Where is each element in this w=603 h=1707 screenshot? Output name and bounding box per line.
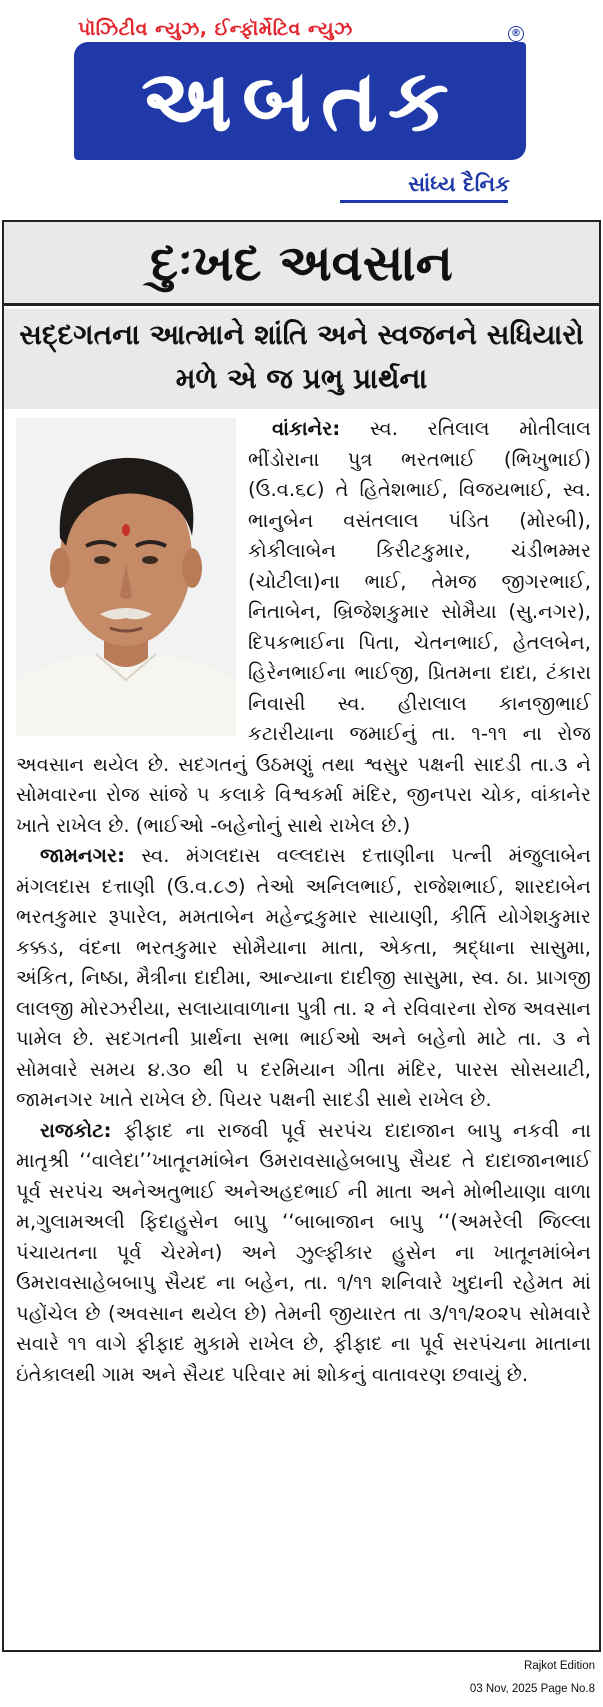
edition-type-label: સાંધ્ય દૈનિક <box>408 172 510 196</box>
location-wankaner: વાંકાનેર: <box>272 417 341 440</box>
paragraph-text: ફીફાદ ના રાજવી પૂર્વ સરપંચ દાદાજાન બાપુ નકવી ના માતૃશ્રી ‘‘વાલેદા’’ખાતૂનમાંબેન ઉમરાવસાહેબબાપુ સૈયદ તે દાદાજાનભાઈ પૂર્વ સરપંચ અનેઅતુભાઈ અનેઅહદભાઈ ની માતા અને મોભીયાણા વાળા મ,ગુલામઅલી ફિદાહુસેન બાપુ ‘‘બાબાજાન બાપુ ‘‘(અમરેલી જિલ્લા પંચાયતના પૂર્વ ચેરમેન) અને ઝુલ્ફીકાર હુસેન ના ખાતૂનમાંબેન ઉમરાવસાહેબબાપુ સૈયદ ના બહેન, તા. ૧/૧૧ શનિવારે ખુદાની રહેમત માં પહોંચેલ છે (અવસાન થયેલ છે) તેમની જીયારત તા ૩/૧૧/૨૦૨૫ સોમવારે સવારે ૧૧ વાગે ફીફાદ મુકામે રાખેલ છે, ફીફાદ ના પૂર્વ સરપંચના માતાના ઇંતેકાલથી ગામ અને સૈયદ પરિવાર માં શોકનું વાતાવરણ છવાયું છે. <box>16 1118 591 1386</box>
paragraph-jamnagar <box>16 841 591 1116</box>
photo-spacer <box>16 414 248 736</box>
article-body <box>16 414 591 1390</box>
title-band <box>4 222 599 306</box>
registered-mark-icon: ® <box>508 26 524 42</box>
location-rajkot: રાજકોટ: <box>40 1118 112 1142</box>
footer-date-page: 03 Nov, 2025 Page No.8 <box>469 1683 595 1695</box>
footer-edition: Rajkot Edition <box>524 1660 595 1672</box>
paragraph-rajkot <box>16 1116 591 1391</box>
masthead-tagline: પૉઝિટીવ ન્યુઝ, ઈન્ફૉર્મેટિવ ન્યુઝ <box>78 18 353 40</box>
paragraph-text: સ્વ. મંગલદાસ વલ્લદાસ દત્તાણીના પત્ની મંજુલાબેન મંગલદાસ દત્તાણી (ઉ.વ.૮૭) તેઓ અનિલભાઈ, રાજેશભાઈ, શારદાબેન ભરતકુમાર રૂપારેલ, મમતાબેન મહેન્દ્રકુમાર સાયાણી, કીર્તિ યોગેશકુમાર કક્કડ, વંદના ભરતકુમાર સોમૈયાના માતા, એકતા, શ્રદ્ધાના સાસુમા, અંકિત, નિષ્ઠા, મૈત્રીના દાદીમા, આન્યાના દાદીજી સાસુમા, સ્વ. ઠા. પ્રાગજી લાલજી મોરઝરીયા, સલાયાવાળાના પુત્રી તા. ૨ ને રવિવારના રોજ અવસાન પામેલ છે. સદગતની પ્રાર્થના સભા ભાઈઓ અને બહેનો માટે તા. ૩ ને સોમવારે સમય ૪.૩૦ થી ૫ દરમિયાન ગીતા મંદિર, પારસ સોસયાટી, જામનગર ખાતે રાખેલ છે. પિયર પક્ષની સાદડી સાથે રાખેલ છે. <box>16 844 591 1111</box>
location-jamnagar: જામનગર: <box>40 844 125 867</box>
subtitle-band <box>4 309 599 409</box>
article-subtitle: સદ્દગતના આત્માને શાંતિ અને સ્વજનને સધિયારો મળે એ જ પ્રભુ પ્રાર્થના <box>19 318 584 395</box>
article-title: દુઃખદ અવસાન <box>150 234 453 292</box>
newspaper-logo: અબતક <box>74 42 526 160</box>
edition-underline <box>340 200 508 203</box>
masthead <box>0 0 603 212</box>
obituary-article <box>2 220 601 1652</box>
paragraph-text: સ્વ. રતિલાલ મોતીલાલ ભીંડોરાના પુત્ર ભરતભાઈ (ભિખુભાઈ) (ઉ.વ.૬૮) તે હિતેશભાઈ, વિજયભાઈ, સ્વ. ભાનુબેન વસંતલાલ પંડિત (મોરબી), કોકીલાબેન કિરીટકુમાર, ચંડીભમ્મર (ચોટીલા)ના ભાઈ, તેમજ જીગરભાઈ, નિતાબેન, બ્રિજેશકુમાર સોમૈયા (સુ.નગર), દિપકભાઈના પિતા, ચેતનભાઈ, હેતલબેન, હિરેનભાઈના ભાઈજી, પ્રિતમના દાદા, ટંકારા નિવાસી સ્વ. હીરાલાલ કાનજીભાઈ કટારીયાના જમાઈનું તા. ૧-૧૧ ના રોજ અવસાન થયેલ છે. સદગતનું ઉઠમણું તથા શ્વસુર પક્ષની સાદડી તા.૩ ને સોમવારના રોજ સાંજે ૫ કલાકે વિશ્વકર્મા મંદિર, જીનપરા ચોક, વાંકાનેર ખાતે રાખેલ છે. (ભાઈઓ -બહેનોનું સાથે રાખેલ છે.) <box>16 417 591 837</box>
